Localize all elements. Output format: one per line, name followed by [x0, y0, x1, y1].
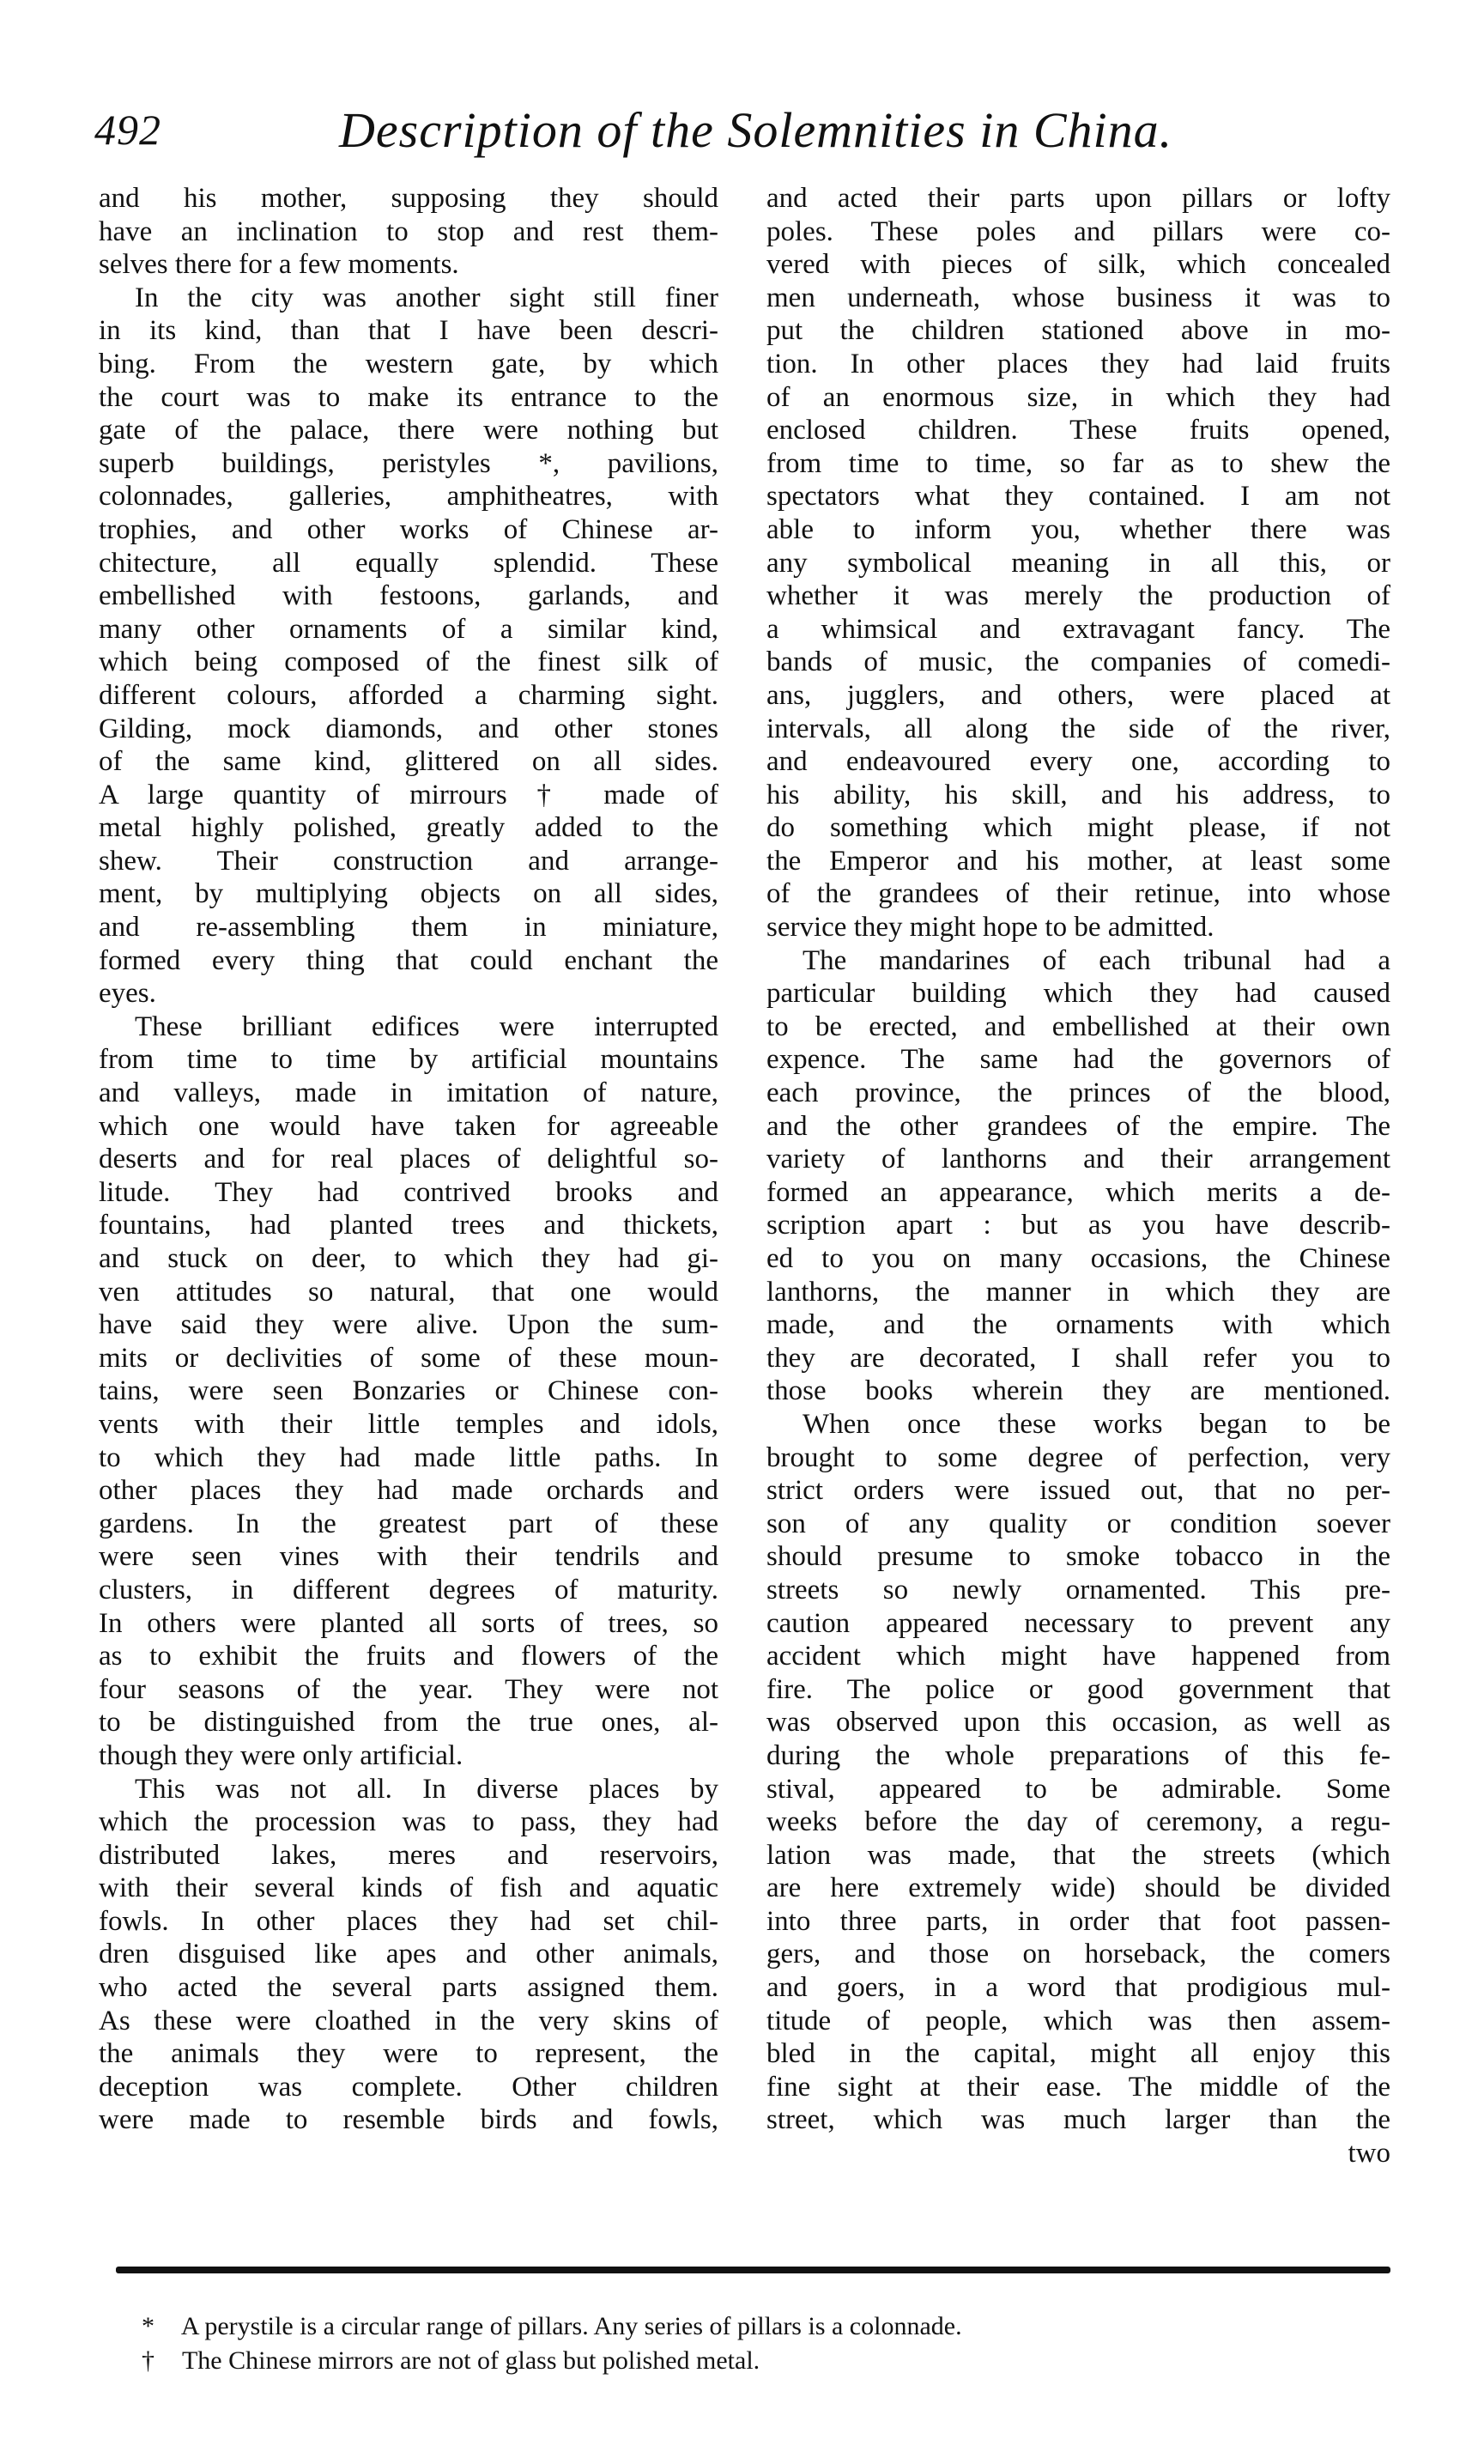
text-line: of the same kind, glittered on all sides.: [99, 746, 718, 778]
text-line: and the other grandees of the empire. The: [766, 1110, 1390, 1142]
text-line: dren disguised like apes and other animals,: [99, 1939, 718, 1970]
text-line: who acted the several parts assigned them.: [99, 1972, 718, 2004]
text-line: vents with their little temples and idols,: [99, 1408, 718, 1440]
footnote: [142, 2309, 1343, 2344]
text-line: In others were planted all sorts of trees, so: [99, 1607, 718, 1639]
text-line: selves there for a few moments.: [99, 249, 459, 281]
text-line: ven attitudes so natural, that one would: [99, 1276, 718, 1308]
text-line: put the children stationed above in mo-: [766, 315, 1390, 347]
footnote: [142, 2344, 1343, 2378]
text-line: weeks before the day of ceremony, a regu-: [766, 1806, 1390, 1838]
text-line: though they were only artificial.: [99, 1739, 463, 1771]
text-line: vered with pieces of silk, which concealed: [766, 249, 1390, 281]
text-line: other places they had made orchards and: [99, 1475, 718, 1507]
text-line: superb buildings, peristyles *, pavilions,: [99, 447, 718, 479]
footnote-mark: †: [142, 2346, 154, 2375]
text-line: bands of music, the companies of comedi-: [766, 646, 1390, 678]
text-line: any symbolical meaning in all this, or: [766, 547, 1390, 579]
text-line: of the grandees of their retinue, into whose: [766, 878, 1390, 910]
text-line: tion. In other places they had laid fruits: [766, 348, 1390, 379]
text-line: in its kind, than that I have been descri-: [99, 315, 718, 347]
text-line: from time to time by artificial mountains: [99, 1044, 718, 1076]
text-line: are here extremely wide) should be divided: [766, 1872, 1390, 1904]
text-line: ed to you on many occasions, the Chinese: [766, 1243, 1390, 1274]
text-line: do something which might please, if not: [766, 812, 1390, 844]
text-line: were made to resemble birds and fowls,: [99, 2104, 718, 2136]
page-header: [94, 101, 1173, 179]
text-line: litude. They had contrived brooks and: [99, 1176, 718, 1208]
text-line: were seen vines with their tendrils and: [99, 1541, 718, 1573]
text-line: particular building which they had caused: [766, 978, 1390, 1010]
text-line: his ability, his skill, and his address, to: [766, 779, 1390, 810]
text-line: brought to some degree of perfection, very: [766, 1441, 1390, 1473]
text-line: fowls. In other places they had set chil-: [99, 1905, 718, 1937]
text-line: and valleys, made in imitation of nature,: [99, 1077, 718, 1109]
text-line: the animals they were to represent, the: [99, 2038, 718, 2070]
text-line: formed every thing that could enchant the: [99, 944, 718, 976]
text-line: These brilliant edifices were interrupted: [135, 1010, 718, 1042]
text-line: to be distinguished from the true ones, al-: [99, 1707, 718, 1739]
text-line: gardens. In the greatest part of these: [99, 1508, 718, 1539]
text-line: distributed lakes, meres and reservoirs,: [99, 1839, 718, 1871]
text-line: and re-assembling them in miniature,: [99, 912, 718, 944]
text-line: formed an appearance, which merits a de-: [766, 1176, 1390, 1208]
text-line: whether it was merely the production of: [766, 580, 1390, 612]
text-line: and goers, in a word that prodigious mul-: [766, 1972, 1390, 2004]
text-line: bled in the capital, might all enjoy this: [766, 2038, 1390, 2070]
text-line: A large quantity of mirrours † made of: [99, 779, 718, 810]
text-line: lation was made, that the streets (which: [766, 1839, 1390, 1871]
text-line: and stuck on deer, to which they had gi-: [99, 1243, 718, 1274]
text-line: have an inclination to stop and rest them-: [99, 215, 718, 247]
text-line: with their several kinds of fish and aquatic: [99, 1872, 718, 1904]
text-line: expence. The same had the governors of: [766, 1044, 1390, 1076]
text-line: able to inform you, whether there was: [766, 513, 1390, 545]
text-line: which one would have taken for agreeable: [99, 1110, 718, 1142]
text-line: caution appeared necessary to prevent any: [766, 1607, 1390, 1639]
text-line: Gilding, mock diamonds, and other stones: [99, 713, 718, 744]
text-line: during the whole preparations of this fe-: [766, 1739, 1390, 1771]
text-line: trophies, and other works of Chinese ar-: [99, 513, 718, 545]
text-line: titude of people, which was then assem-: [766, 2005, 1390, 2036]
text-line: four seasons of the year. They were not: [99, 1673, 718, 1705]
text-line: streets so newly ornamented. This pre-: [766, 1574, 1390, 1605]
text-line: This was not all. In diverse places by: [135, 1773, 718, 1805]
text-line: fountains, had planted trees and thickets,: [99, 1210, 718, 1241]
text-line: The mandarines of each tribunal had a: [803, 944, 1390, 976]
text-line: deception was complete. Other children: [99, 2071, 718, 2103]
text-line: the Emperor and his mother, at least some: [766, 845, 1390, 877]
catchword: two: [1348, 2138, 1390, 2170]
text-line: service they might hope to be admitted.: [766, 912, 1214, 944]
text-line: which being composed of the finest silk of: [99, 646, 718, 678]
right-column: [766, 182, 1390, 2170]
text-line: each province, the princes of the blood,: [766, 1077, 1390, 1109]
text-line: variety of lanthorns and their arrangement: [766, 1144, 1390, 1175]
text-line: and endeavoured every one, according to: [766, 746, 1390, 778]
footnote-text: The Chinese mirrors are not of glass but polished metal.: [181, 2346, 760, 2375]
text-line: many other ornaments of a similar kind,: [99, 613, 718, 645]
text-line: fire. The police or good government that: [766, 1673, 1390, 1705]
text-line: men underneath, whose business it was to: [766, 282, 1390, 313]
text-line: from time to time, so far as to shew the: [766, 447, 1390, 479]
text-line: ment, by multiplying objects on all sides,: [99, 878, 718, 910]
text-line: spectators what they contained. I am not: [766, 481, 1390, 513]
text-line: street, which was much larger than the: [766, 2104, 1390, 2136]
text-line: metal highly polished, greatly added to the: [99, 812, 718, 844]
text-line: In the city was another sight still finer: [135, 282, 718, 313]
text-line: intervals, all along the side of the river,: [766, 713, 1390, 744]
text-line: shew. Their construction and arrange-: [99, 845, 718, 877]
text-line: When once these works began to be: [803, 1408, 1390, 1440]
text-line: they are decorated, I shall refer you to: [766, 1342, 1390, 1374]
text-line: different colours, afforded a charming sight.: [99, 679, 718, 711]
text-line: made, and the ornaments with which: [766, 1309, 1390, 1341]
footnotes: [142, 2309, 1343, 2378]
footnote-divider-rule: [116, 2267, 1390, 2273]
text-line: was observed upon this occasion, as well as: [766, 1707, 1390, 1739]
text-line: eyes.: [99, 978, 156, 1010]
text-line: and his mother, supposing they should: [99, 183, 718, 214]
footnote-text: A perystile is a circular range of pillars. Any series of pillars is a colonnade.: [180, 2312, 962, 2340]
text-line: a whimsical and extravagant fancy. The: [766, 613, 1390, 645]
text-line: gate of the palace, there were nothing but: [99, 415, 718, 446]
text-line: poles. These poles and pillars were co-: [766, 215, 1390, 247]
text-line: strict orders were issued out, that no per-: [766, 1475, 1390, 1507]
text-line: fine sight at their ease. The middle of the: [766, 2071, 1390, 2103]
text-line: scription apart : but as you have describ-: [766, 1210, 1390, 1241]
footnote-mark: *: [142, 2312, 154, 2340]
text-line: of an enormous size, in which they had: [766, 381, 1390, 413]
text-line: bing. From the western gate, by which: [99, 348, 718, 379]
text-line: to which they had made little paths. In: [99, 1441, 718, 1473]
text-line: into three parts, in order that foot passen-: [766, 1905, 1390, 1937]
text-line: As these were cloathed in the very skins of: [99, 2005, 718, 2036]
text-line: chitecture, all equally splendid. These: [99, 547, 718, 579]
text-line: deserts and for real places of delightful so-: [99, 1144, 718, 1175]
text-line: enclosed children. These fruits opened,: [766, 415, 1390, 446]
text-line: those books wherein they are mentioned.: [766, 1375, 1390, 1407]
text-line: gers, and those on horseback, the comers: [766, 1939, 1390, 1970]
text-line: son of any quality or condition soever: [766, 1508, 1390, 1539]
page-number: 492: [94, 106, 161, 154]
left-column: [99, 182, 718, 2137]
text-line: as to exhibit the fruits and flowers of the: [99, 1641, 718, 1672]
text-line: clusters, in different degrees of maturity.: [99, 1574, 718, 1605]
text-line: tains, were seen Bonzaries or Chinese con-: [99, 1375, 718, 1407]
text-line: stival, appeared to be admirable. Some: [766, 1773, 1390, 1805]
text-line: accident which might have happened from: [766, 1641, 1390, 1672]
text-line: should presume to smoke tobacco in the: [766, 1541, 1390, 1573]
text-line: and acted their parts upon pillars or lofty: [766, 183, 1390, 214]
text-line: embellished with festoons, garlands, and: [99, 580, 718, 612]
text-line: lanthorns, the manner in which they are: [766, 1276, 1390, 1308]
running-title: Description of the Solemnities in China.: [339, 102, 1173, 158]
text-line: to be erected, and embellished at their own: [766, 1010, 1390, 1042]
text-line: ans, jugglers, and others, were placed at: [766, 679, 1390, 711]
text-line: mits or declivities of some of these moun-: [99, 1342, 718, 1374]
text-line: have said they were alive. Upon the sum-: [99, 1309, 718, 1341]
text-line: which the procession was to pass, they had: [99, 1806, 718, 1838]
text-line: colonnades, galleries, amphitheatres, with: [99, 481, 718, 513]
text-line: the court was to make its entrance to the: [99, 381, 718, 413]
